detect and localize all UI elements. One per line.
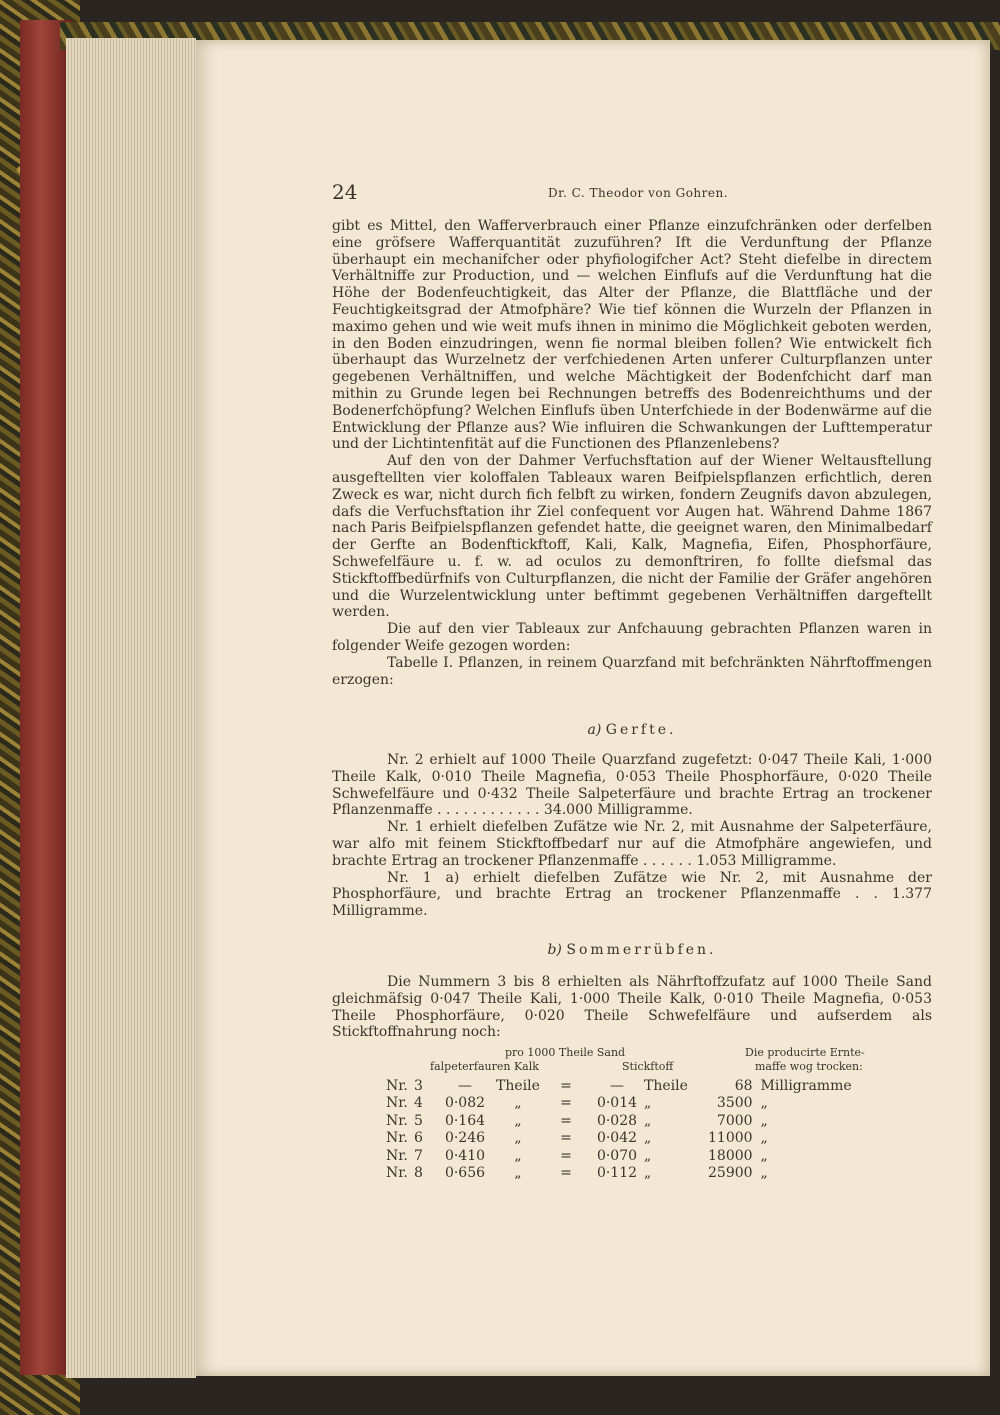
table-cell-n: 0·042: [596, 1130, 638, 1147]
table-row: [386, 1130, 852, 1148]
paragraph: Auf den von der Dahmer Verfuchsftation auf der Wiener Weltausftellung ausgeftellten vier koloffalen Tableaux waren Beifpielspflanzen erfichtlich, deren Zweck es war, nicht durch fich felbft zu wirken, fondern Zeugnifs davon abzulegen, dafs die Verfuchsftation ihr Ziel confequent vor Augen hat. Während Dahme 1867 nach Paris Beifpielspflanzen gefendet hatte, die geeignet waren, den Minimalbedarf der Gerfte an Bodenftickftoff, Kali, Kalk, Magnefia, Eifen, Phosphorfäure, Schwefelfäure u. f. w. ad oculos zu demonftriren, fo follte diefsmal das Stickftoffbedürfnifs von Culturpflanzen, die nicht der Familie der Gräfer angehören und die Wurzelentwicklung unter beftimmt gegebenen Verhältniffen dargeftellt werden.: [332, 453, 932, 621]
table-cell-kalk: 0·082: [444, 1095, 486, 1112]
heading-title: Gerfte.: [605, 722, 677, 738]
table-cell-nr: Nr.: [386, 1077, 408, 1094]
book-spine: [20, 20, 72, 1375]
table-cell-nr: Nr.: [386, 1165, 408, 1182]
table-cell-u1: „: [514, 1112, 522, 1129]
table-cell-u3: „: [760, 1095, 768, 1112]
table-cell-kalk: 0·656: [444, 1165, 486, 1182]
heading-title: Sommerrübfen.: [566, 942, 717, 958]
table-cell-nr: Nr.: [386, 1130, 408, 1147]
table-cell-u2: „: [644, 1112, 652, 1129]
table-cell-num: 6: [414, 1130, 423, 1147]
table-col-header: maffe wog trocken:: [755, 1060, 863, 1073]
table-cell-u3: „: [760, 1112, 768, 1129]
page-header: [332, 180, 932, 204]
table-cell-yield: 7000: [716, 1112, 753, 1129]
table-col-header: Stickftoff: [622, 1060, 674, 1073]
table-cell-n: 0·028: [596, 1112, 638, 1129]
table-cell-u2: „: [644, 1165, 652, 1182]
heading-letter: a): [587, 722, 602, 738]
paragraph: Tabelle I. Pflanzen, in reinem Quarzfand mit befchränkten Nährftoffmengen erzogen:: [332, 654, 932, 688]
table-cell-u1: „: [514, 1095, 522, 1112]
table-cell-eq: =: [560, 1077, 572, 1094]
paragraph: Die Nummern 3 bis 8 erhielten als Nährftoffzufatz auf 1000 Theile Sand gleichmäfsig 0·047 Theile Kali, 1·000 Theile Kalk, 0·010 Theile Magnefia, 0·053 Theile Phosphorfäure, 0·020 Theile Schwefelfäure und aufserdem als Stickftoffnahrung noch:: [332, 974, 932, 1041]
table-group-header: pro 1000 Theile Sand: [505, 1046, 626, 1059]
table-row: [386, 1112, 852, 1130]
page-edges: [66, 38, 196, 1378]
table-cell-u2: Theile: [644, 1077, 688, 1094]
table-row: [386, 1165, 852, 1183]
body-text-block: [332, 752, 932, 920]
table-cell-yield: 3500: [716, 1095, 753, 1112]
table-cell-num: 3: [414, 1077, 423, 1094]
table-cell-eq: =: [560, 1095, 572, 1112]
page-number: 24: [332, 180, 358, 204]
table-cell-num: 7: [414, 1147, 423, 1164]
paragraph: Nr. 1 a) erhielt diefelben Zufätze wie Nr. 2, mit Ausnahme der Phosphorfäure, und brachte Ertrag an trockener Pflanzenmaffe . . 1.377 Milligramme.: [332, 869, 932, 920]
table-cell-num: 8: [414, 1165, 423, 1182]
table-cell-u1: „: [514, 1130, 522, 1147]
paragraph: Nr. 2 erhielt auf 1000 Theile Quarzfand zugefetzt: 0·047 Theile Kali, 1·000 Theile Kalk, 0·010 Theile Magnefia, 0·053 Theile Phosphorfäure, 0·020 Theile Schwefelfäure und 0·432 Theile Salpeterfäure und brachte Ertrag an trockener Pflanzenmaffe . . . . . . . . . . . . 34.000 Milligramme.: [332, 752, 932, 819]
paragraph: Nr. 1 erhielt diefelben Zufätze wie Nr. 2, mit Ausnahme der Salpeterfäure, war alfo mit feinem Stickftoffbedarf nur auf die Atmofphäre angewiefen, und brachte Ertrag an trockener Pflanzenmaffe . . . . . . 1.053 Milligramme.: [332, 819, 932, 869]
table-row: [386, 1147, 852, 1165]
table-cell-u1: Theile: [496, 1077, 540, 1094]
table-cell-u1: „: [514, 1165, 522, 1182]
table-cell-eq: =: [560, 1112, 572, 1129]
data-table: [386, 1077, 852, 1182]
table-cell-u3: „: [760, 1130, 768, 1147]
table-cell-num: 5: [414, 1112, 423, 1129]
section-heading-a: [332, 722, 932, 739]
table-cell-eq: =: [560, 1165, 572, 1182]
table-cell-u2: „: [644, 1147, 652, 1164]
table-cell-n: 0·014: [596, 1095, 638, 1112]
body-text-block: [332, 218, 932, 688]
table-cell-nr: Nr.: [386, 1112, 408, 1129]
table-cell-yield: 11000: [708, 1130, 753, 1147]
body-text-block: [332, 974, 932, 1041]
running-title: Dr. C. Theodor von Gohren.: [548, 186, 729, 200]
table-cell-kalk: 0·246: [444, 1130, 486, 1147]
table-col-header: Die producirte Ernte-: [745, 1046, 865, 1059]
table-cell-u3: „: [760, 1147, 768, 1164]
table-cell-yield: 18000: [708, 1147, 753, 1164]
table-row: [386, 1077, 852, 1095]
table-cell-nr: Nr.: [386, 1147, 408, 1164]
table-cell-eq: =: [560, 1130, 572, 1147]
table-cell-kalk: 0·164: [444, 1112, 486, 1129]
table-col-header: falpeterfauren Kalk: [430, 1060, 539, 1073]
table-cell-n: —: [610, 1077, 624, 1094]
table-cell-n: 0·070: [596, 1147, 638, 1164]
table-row: [386, 1095, 852, 1113]
table-cell-kalk: —: [458, 1077, 472, 1094]
section-heading-b: [332, 942, 932, 959]
table-cell-u3: „: [760, 1165, 768, 1182]
paragraph: gibt es Mittel, den Wafferverbrauch einer Pflanze einzufchränken oder derfelben eine gröfsere Wafferquantität zuzuführen? Ift die Verdunftung der Pflanze überhaupt ein mechanifcher oder phyfiologifcher Act? Steht diefelbe in directem Verhältniffe zur Production, und — welchen Einflufs auf die Verdunftung hat die Höhe der Bodenfeuchtigkeit, das Alter der Pflanze, die Blattfläche und der Feuchtigkeitsgrad der Atmofphäre? Wie tief können die Wurzeln der Pflanzen in maximo gehen und wie weit mufs ihnen in minimo die Möglichkeit geboten werden, in den Boden einzudringen, wenn fie normal bleiben follen? Wie entwickelt fich überhaupt das Wurzelnetz der verfchiedenen Arten unferer Culturpflanzen unter gegebenen Verhältniffen, und welche Mächtigkeit der Bodenfchicht darf man mithin zu Grunde legen bei Rechnungen betreffs des Bodenreichthums und der Bodenerfchöpfung? Welchen Einflufs üben Unterfchiede in der Bodenwärme auf die Entwicklung der Pflanze aus? Wie influiren die Schwankungen der Lufttemperatur und der Lichtintenfität auf die Functionen des Pflanzenlebens?: [332, 218, 932, 453]
table-cell-kalk: 0·410: [444, 1147, 486, 1164]
heading-letter: b): [547, 942, 562, 958]
paragraph: Die auf den vier Tableaux zur Anfchauung gebrachten Pflanzen waren in folgender Weife gezogen worden:: [332, 621, 932, 654]
table-cell-n: 0·112: [596, 1165, 638, 1182]
table-cell-num: 4: [414, 1095, 423, 1112]
table-cell-yield: 68: [734, 1077, 753, 1094]
table-cell-u3: Milligramme: [760, 1077, 852, 1094]
table-cell-u1: „: [514, 1147, 522, 1164]
table-cell-nr: Nr.: [386, 1095, 408, 1112]
table-cell-u2: „: [644, 1095, 652, 1112]
table-cell-eq: =: [560, 1147, 572, 1164]
table-cell-yield: 25900: [708, 1165, 753, 1182]
table-cell-u2: „: [644, 1130, 652, 1147]
